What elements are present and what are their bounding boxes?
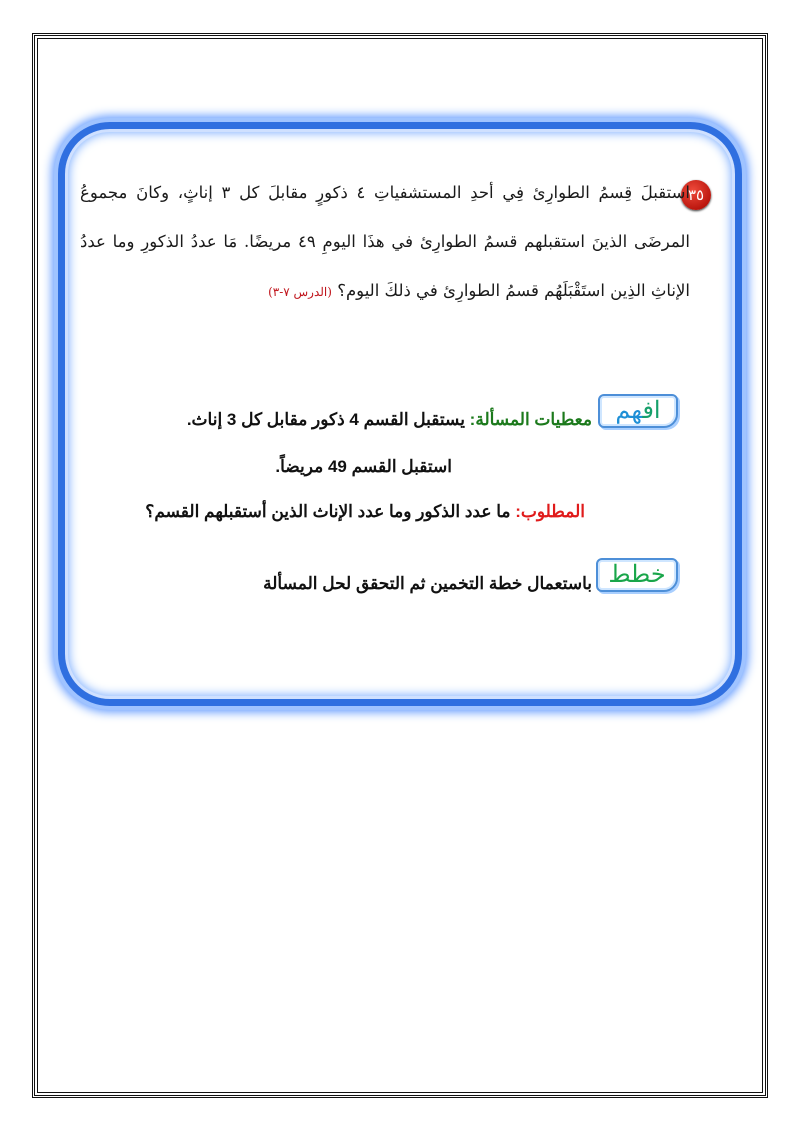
- givens-line-2: [275, 457, 452, 477]
- problem-number-badge: ٣٥: [681, 180, 711, 210]
- givens-text-2: استقبل القسم 49 مريضاً.: [275, 457, 452, 476]
- givens-line: [187, 410, 592, 430]
- understand-tag-suffix: هم: [615, 396, 643, 424]
- plan-tag: خطط: [596, 558, 678, 592]
- plan-text: باستعمال خطة التخمين ثم التحقق لحل المسألة: [263, 574, 592, 593]
- plan-line: [263, 574, 592, 594]
- problem-text: استقبلَ قِسمُ الطوارِئ فِي أحدِ المستشفياتِ ٤ ذكورٍ مقابلَ كل ٣ إناثٍ، وكانَ مجموعُ المرضَى الذينَ استقبلهم قسمُ الطوارِئ في هذَا اليومِ ٤٩ مريضًا. مَا عددُ الذكورِ وما عددُ الإناثِ الذِين استَقْبَلَهُم قسمُ الطوارِئ في ذلكَ اليوم؟: [80, 183, 690, 300]
- understand-tag: [598, 394, 678, 428]
- required-text: ما عدد الذكور وما عدد الإناث الذين أستقبلهم القسم؟: [145, 502, 511, 521]
- givens-text: يستقبل القسم 4 ذكور مقابل كل 3 إناث.: [186, 410, 465, 429]
- givens-label: معطيات المسألة:: [469, 410, 592, 429]
- required-label: المطلوب:: [515, 502, 585, 521]
- understand-tag-prefix: اف: [642, 396, 661, 424]
- required-line: [145, 502, 585, 522]
- lesson-reference: (الدرس ٧-٣): [268, 285, 332, 299]
- problem-statement: [80, 168, 690, 317]
